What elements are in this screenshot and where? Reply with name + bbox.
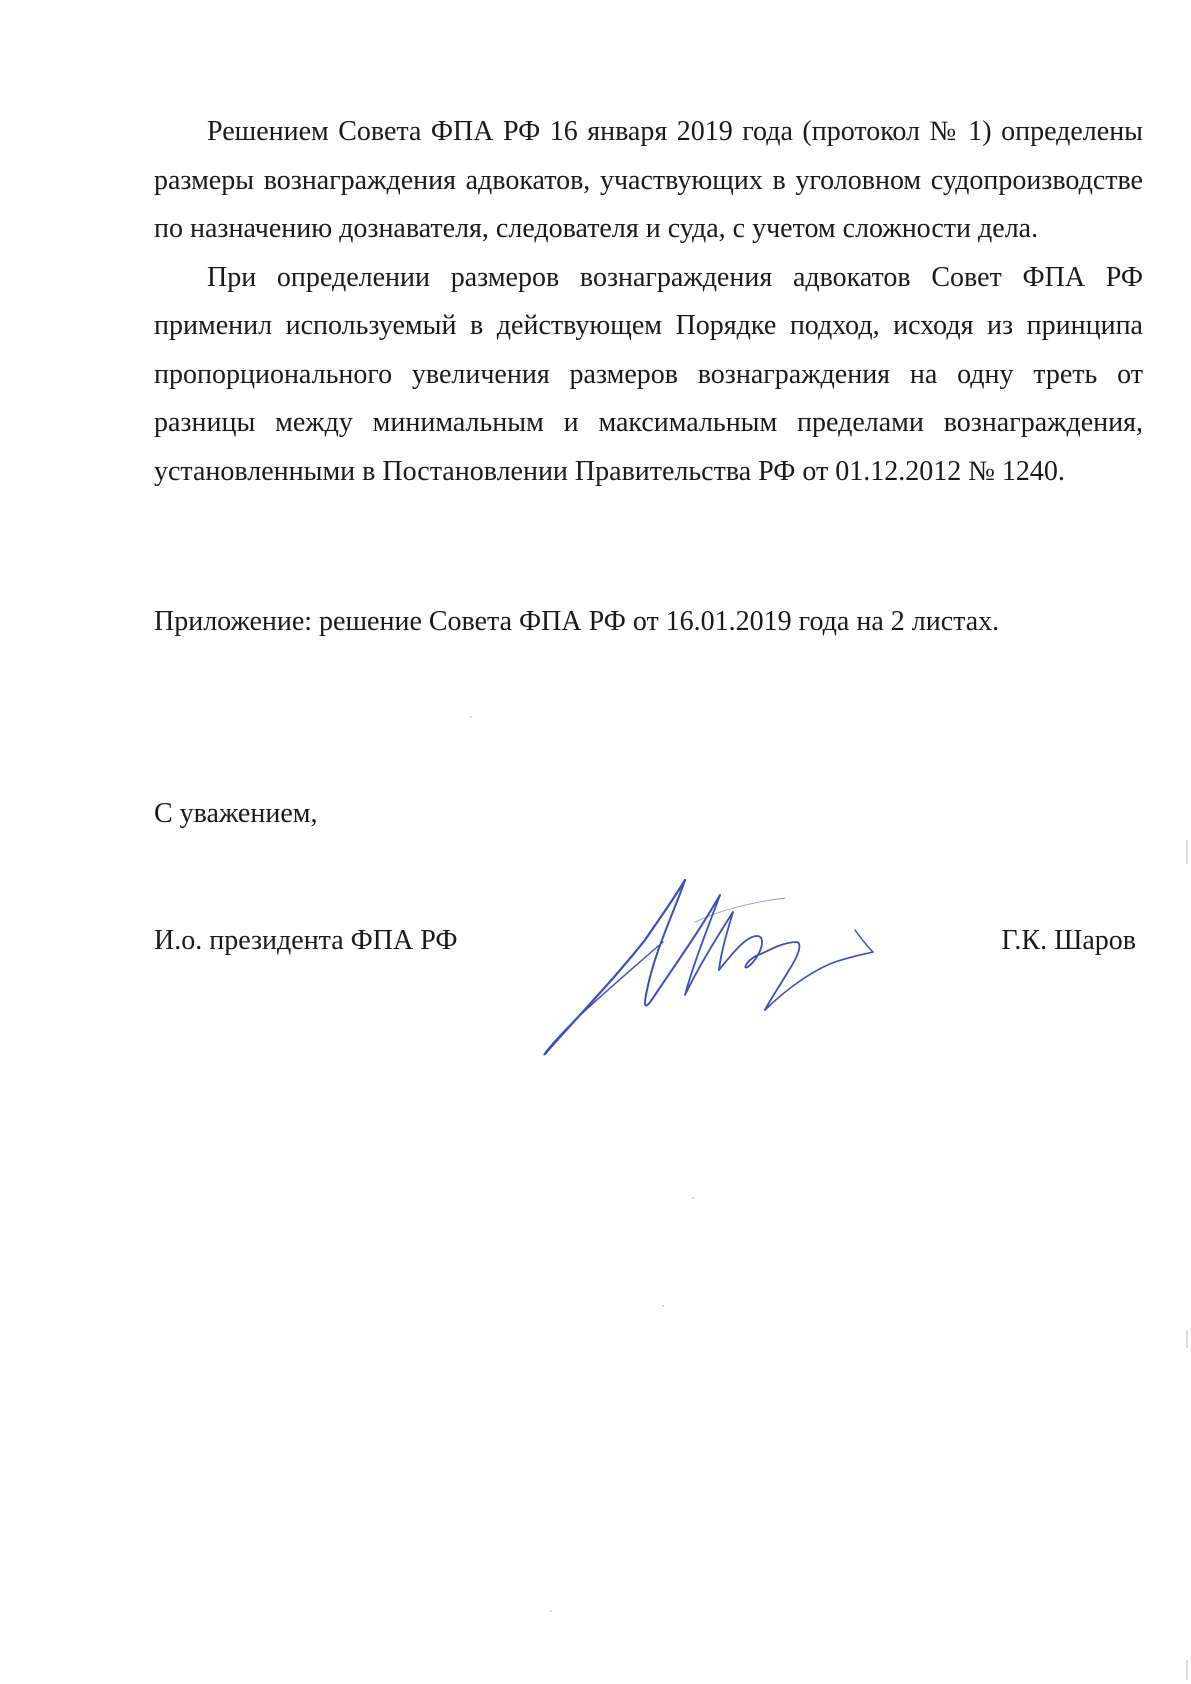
scan-speck bbox=[470, 716, 472, 718]
paragraph-approach: При определении размеров вознаграждения адвокатов Совет ФПА РФ применил используемый в действующем Порядке подход, исходя из принципа пропорционального увеличения размеров вознаграждения на одну треть от разницы между минимальным и максимальным пределами вознаграждения, установленными в Постановлении Правительства РФ от 01.12.2012 № 1240. bbox=[154, 261, 1143, 487]
letter-body bbox=[154, 108, 1143, 496]
closing-salutation: С уважением, bbox=[154, 798, 318, 829]
scan-edge-mark bbox=[1186, 840, 1188, 864]
signatory-role: И.о. президента ФПА РФ bbox=[154, 925, 458, 956]
attachment-note: Приложение: решение Совета ФПА РФ от 16.01.2019 года на 2 листах. bbox=[154, 606, 1000, 637]
paragraph-decision: Решением Совета ФПА РФ 16 января 2019 года (протокол № 1) определены размеры вознаграждения адвокатов, участвующих в уголовном судопроизводстве по назначению дознавателя, следователя и суда, с учетом сложности дела. bbox=[154, 116, 1143, 244]
scan-speck bbox=[550, 1610, 552, 1612]
signatory-name: Г.К. Шаров bbox=[1001, 925, 1136, 956]
scan-speck bbox=[662, 1305, 664, 1307]
scan-edge-mark bbox=[1186, 1660, 1188, 1680]
scan-edge-mark bbox=[1186, 1330, 1188, 1348]
scan-speck bbox=[692, 1197, 694, 1199]
handwritten-signature bbox=[535, 870, 905, 1060]
